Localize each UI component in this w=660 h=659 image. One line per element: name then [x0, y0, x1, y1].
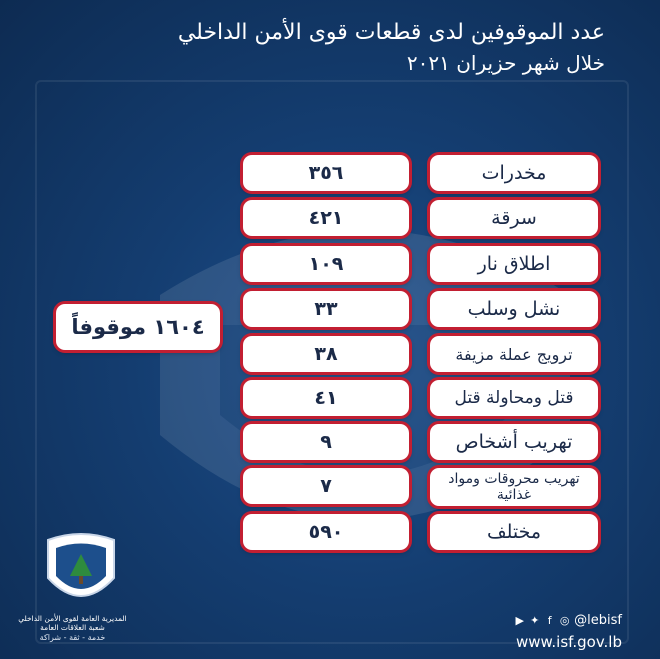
youtube-icon[interactable]: ▶	[515, 614, 524, 627]
category-value: ٣٥٦	[243, 155, 409, 191]
category-value: ٣٨	[243, 336, 409, 372]
category-label: مخدرات	[430, 155, 598, 191]
website-link[interactable]: www.isf.gov.lb	[515, 633, 622, 651]
category-value: ١٠٩	[243, 246, 409, 282]
category-label: اطلاق نار	[430, 246, 598, 282]
category-label: قتل ومحاولة قتل	[430, 380, 598, 416]
social-handles	[514, 613, 622, 628]
title-line-1: عدد الموقوفين لدى قطعات قوى الأمن الداخلي	[177, 20, 605, 45]
category-value: ٥٩٠	[243, 514, 409, 550]
category-value: ٤١	[243, 380, 409, 416]
category-value: ٩	[243, 424, 409, 460]
instagram-icon[interactable]: ◎	[559, 614, 570, 627]
twitter-icon[interactable]: ✦	[530, 614, 540, 627]
facebook-icon[interactable]: f	[547, 614, 552, 627]
organization-name	[10, 614, 135, 643]
category-value: ٧	[243, 468, 409, 504]
category-label: تهريب أشخاص	[430, 424, 598, 460]
page-title	[45, 18, 605, 77]
total-detainees: ١٦٠٤ موقوفاً	[56, 304, 220, 350]
category-label: سرقة	[430, 200, 598, 236]
isf-logo	[40, 530, 122, 612]
org-line-2: شعبة العلاقات العامة	[40, 623, 105, 633]
category-label: نشل وسلب	[430, 291, 598, 327]
org-motto: خدمة - ثقة - شراكة	[39, 632, 106, 642]
category-label: ترويج عملة مزيفة	[430, 336, 598, 372]
category-label: تهريب محروقات ومواد غذائية	[430, 468, 598, 506]
category-value: ٤٢١	[243, 200, 409, 236]
title-line-2: خلال شهر حزيران ٢٠٢١	[406, 50, 605, 75]
org-line-1: المديرية العامة لقوى الأمن الداخلي	[18, 614, 127, 623]
social-handle[interactable]: @lebisf	[574, 613, 622, 628]
category-label: مختلف	[430, 514, 598, 550]
category-value: ٣٣	[243, 291, 409, 327]
